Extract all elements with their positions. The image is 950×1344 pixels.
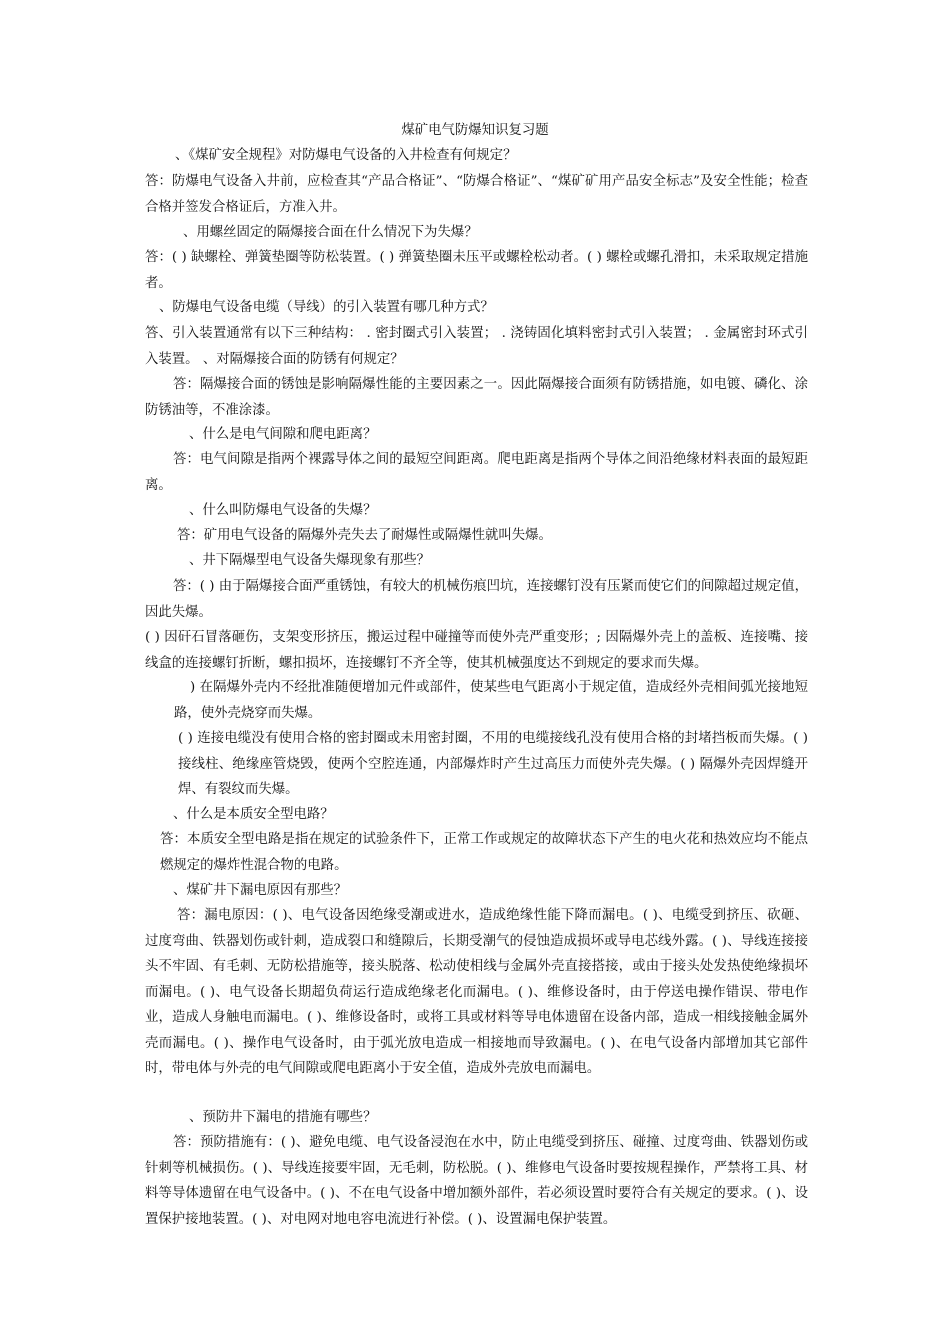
answer-4: 答：隔爆接合面的锈蚀是影响隔爆性能的主要因素之一。因此隔爆接合面须有防锈措施，如电镀、磷化、涂 防锈油等，不准涂漆。 xyxy=(145,377,808,418)
answer-3: 答、引入装置通常有以下三种结构： . 密封圈式引入装置； . 浇铸固化填料密封式引入装置； . 金属密封环式引入装置。 、对隔爆接合面的防锈有何规定？ xyxy=(145,326,808,367)
answer-9: 答：漏电原因：( )、电气设备因绝缘受潮或进水，造成绝缘性能下降而漏电。( )、电缆受到挤压、砍砸、过度弯曲、铁器划伤或针刺，造成裂口和缝隙后，长期受潮气的侵蚀造成损坏或导电芯线外露。( )、导线连接接头不牢固、有毛刺、无防松措施等，接头脱落、松动使相线与金属外壳直接搭接，或由于接头处发热使绝缘损坏而漏电。( )、电气设备长期超负荷运行造成绝缘老化而漏电。( )、维修设备时，由于停送电操作错误、带电作业，造成人身触电而漏电。( )、维修设备时，或将工具或材料等导电体遗留在设备内部，造成一相线接触金属外壳而漏电。( )、操作电气设备时，由于弧光放电造成一相接地而导致漏电。( )、在电气设备内部增加其它部件时，带电体与外壳的电气间隙或爬电距离小于安全值，造成外壳放电而漏电。 xyxy=(145,908,808,1076)
answer-7-part-2: ( ) 因矸石冒落砸伤，支架变形挤压，搬运过程中碰撞等而使外壳严重变形；; 因隔爆外壳上的盖板、连接嘴、接线盒的连接螺钉折断，螺扣损坏，连接螺钉不齐全等，使其机械强度达不到规定的要求而失爆。 xyxy=(145,630,808,671)
answer-7-part-1: 答：( ) 由于隔爆接合面严重锈蚀，有较大的机械伤痕凹坑，连接螺钉没有压紧而使它们的间隙超过规定值，因此失爆。 xyxy=(145,579,808,620)
answer-7-part-3: ) 在隔爆外壳内不经批准随便增加元件或部件，使某些电气距离小于规定值，造成经外壳相间弧光接地短路，使外壳烧穿而失爆。 xyxy=(174,680,808,721)
question-10: 、预防井下漏电的措施有哪些？ xyxy=(189,1110,377,1125)
question-5: 、什么是电气间隙和爬电距离？ xyxy=(189,427,377,442)
answer-1: 答：防爆电气设备入井前，应检查其“产品合格证”、“防爆合格证”、“煤矿矿用产品安全标志”及安全性能；检查合格并签发合格证后，方准入井。 xyxy=(145,174,808,215)
question-1: 、《煤矿安全规程》对防爆电气设备的入井检查有何规定？ xyxy=(175,148,517,163)
answer-10: 答：预防措施有：( )、避免电缆、电气设备浸泡在水中，防止电缆受到挤压、碰撞、过度弯曲、铁器划伤或针刺等机械损伤。( )、导线连接要牢固，无毛刺，防松脱。( )、维修电气设备时要按规程操作，严禁将工具、材料等导体遗留在电气设备中。( )、不在电气设备中增加额外部件，若必须设置时要符合有关规定的要求。( )、设置保护接地装置。( )、对电网对地电容电流进行补偿。( )、设置漏电保护装置。 xyxy=(145,1135,808,1227)
question-8: 、什么是本质安全型电路？ xyxy=(173,807,334,822)
question-2: 、用螺丝固定的隔爆接合面在什么情况下为失爆？ xyxy=(183,225,478,240)
answer-8: 答：本质安全型电路是指在规定的试验条件下，正常工作或规定的故障状态下产生的电火花和热效应均不能点燃规定的爆炸性混合物的电路。 xyxy=(160,832,808,873)
question-9: 、煤矿井下漏电原因有那些？ xyxy=(173,883,348,898)
question-3: 、防爆电气设备电缆（导线）的引入装置有哪几种方式？ xyxy=(159,300,494,315)
answer-6: 答：矿用电气设备的隔爆外壳失去了耐爆性或隔爆性就叫失爆。 xyxy=(177,528,552,543)
answer-7-part-4: ( ) 连接电缆没有使用合格的密封圈或未用密封圈，不用的电缆接线孔没有使用合格的封堵挡板而失爆。( ) 接线柱、绝缘座管烧毁，使两个空腔连通，内部爆炸时产生过高压力而使外壳失爆。( ) 隔爆外壳因焊缝开焊、有裂纹而失爆。 xyxy=(178,731,808,797)
page-title: 煤矿电气防爆知识复习题 xyxy=(401,123,549,138)
answer-5: 答：电气间隙是指两个裸露导体之间的最短空间距离。爬电距离是指两个导体之间沿绝缘材料表面的最短距离。 xyxy=(145,452,808,493)
question-7: 、井下隔爆型电气设备失爆现象有那些？ xyxy=(189,553,431,568)
answer-2: 答：( ) 缺螺栓、弹簧垫圈等防松装置。( ) 弹簧垫圈未压平或螺栓松动者。( ) 螺栓或螺孔滑扣，未采取规定措施者。 xyxy=(145,250,808,291)
question-6: 、什么叫防爆电气设备的失爆？ xyxy=(189,503,377,518)
